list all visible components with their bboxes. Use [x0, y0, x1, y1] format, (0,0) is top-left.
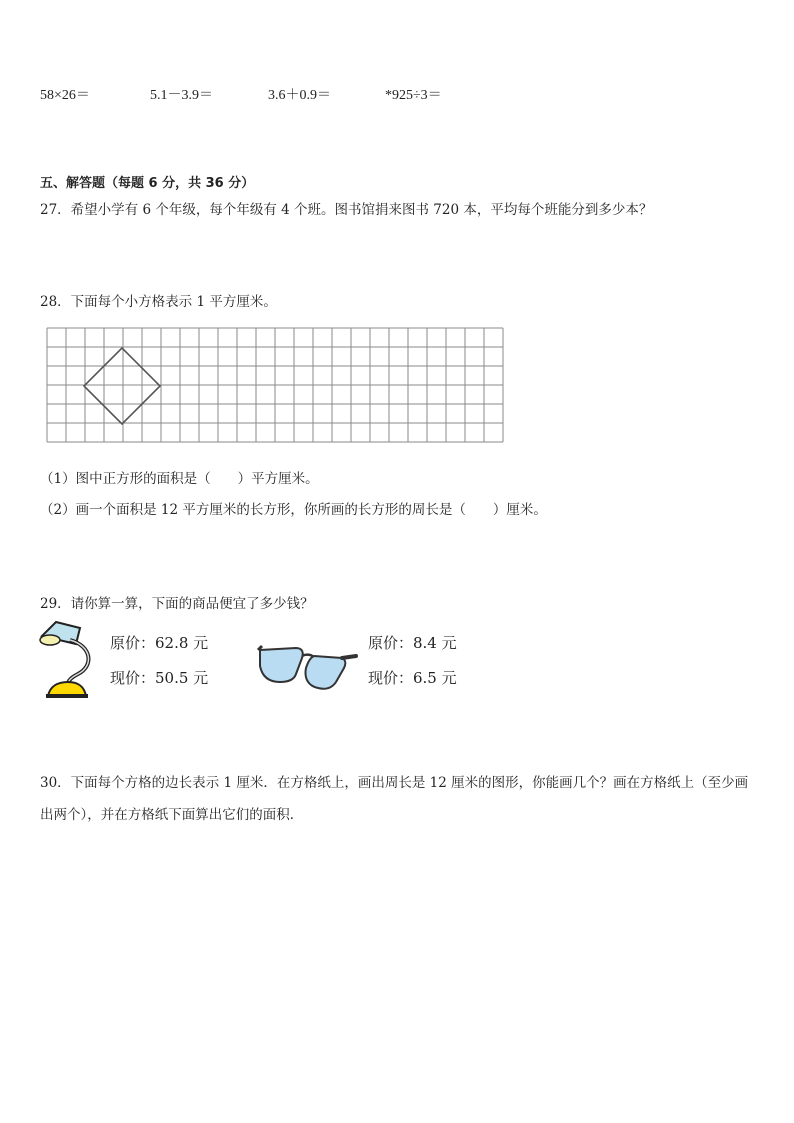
glasses-current-price: 现价：6.5 元 — [368, 669, 457, 687]
equation-4: *925÷3＝ — [385, 88, 442, 103]
question-28: 28．下面每个小方格表示 1 平方厘米。 — [40, 294, 277, 310]
question-28-part-1: （1）图中正方形的面积是（ ）平方厘米。 — [40, 471, 319, 487]
equation-1: 58×26＝ — [40, 88, 90, 103]
question-28-part-2: （2）画一个面积是 12 平方厘米的长方形，你所画的长方形的周长是（ ）厘米。 — [40, 502, 547, 518]
glasses-original-price: 原价：8.4 元 — [368, 634, 457, 652]
tilted-square — [84, 348, 160, 424]
lamp-current-price: 现价：50.5 元 — [110, 669, 209, 687]
question-30-line-2: 出两个），并在方格纸下面算出它们的面积． — [40, 807, 304, 823]
desk-lamp-icon — [36, 616, 98, 700]
glasses-icon — [256, 636, 360, 692]
square-grid — [46, 326, 504, 448]
question-30-line-1: 30．下面每个方格的边长表示 1 厘米．在方格纸上，画出周长是 12 厘米的图形，你能画几个？画在方格纸上（至少画 — [40, 775, 749, 791]
section-heading: 五、解答题（每题 6 分，共 36 分） — [40, 176, 255, 191]
equation-2: 5.1－3.9＝ — [150, 88, 213, 103]
equation-3: 3.6＋0.9＝ — [268, 88, 331, 103]
question-27: 27．希望小学有 6 个年级，每个年级有 4 个班。图书馆捐来图书 720 本，平均每个班能分到多少本？ — [40, 202, 653, 218]
question-29: 29．请你算一算，下面的商品便宜了多少钱？ — [40, 596, 314, 612]
lamp-original-price: 原价：62.8 元 — [110, 634, 209, 652]
